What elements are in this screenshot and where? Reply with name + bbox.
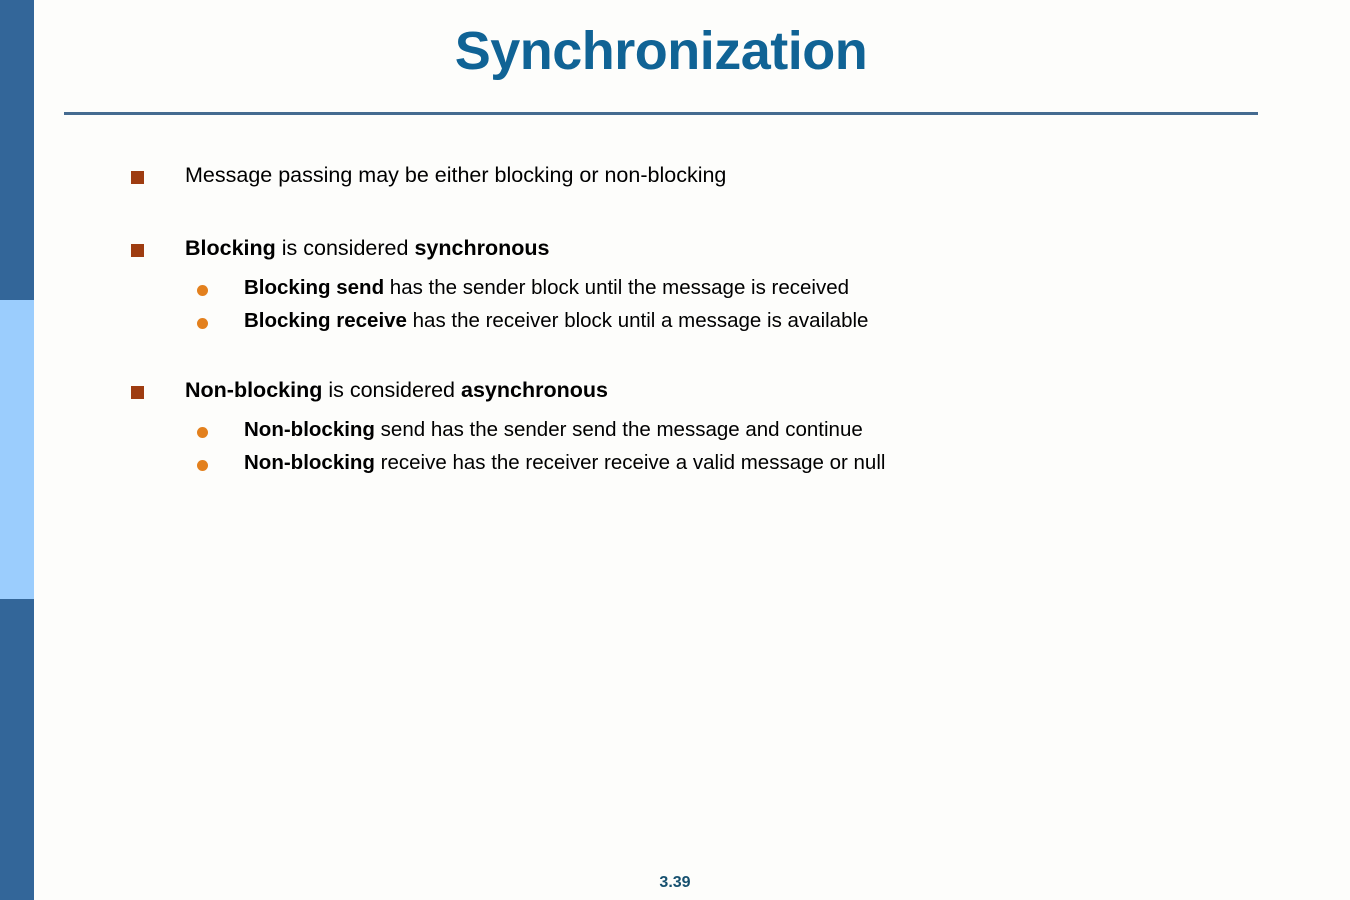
- block-spacer: [0, 194, 1350, 233]
- bullet-text: [185, 163, 726, 187]
- bullet-item-message-passing: [0, 160, 1350, 194]
- sub-bullet-text: [244, 276, 849, 299]
- sub-bullet-text: [244, 418, 863, 441]
- round-bullet-icon: [197, 318, 208, 329]
- page-number: 3.39: [659, 874, 691, 891]
- round-bullet-icon: [197, 285, 208, 296]
- body-text: send has the sender send the message and continue: [374, 418, 863, 441]
- square-bullet-icon: [131, 171, 144, 184]
- body-text: receive has the receiver receive a valid message or null: [374, 451, 886, 474]
- slide-footer: [0, 874, 1350, 892]
- bullet-block-blocking: [0, 233, 1350, 339]
- title-area: [64, 21, 1258, 81]
- emphasis-text: Non-blocking: [244, 451, 375, 474]
- body-text: Message passing may be either blocking or non-blocking: [185, 163, 727, 187]
- bullet-block-message-passing: [0, 160, 1350, 194]
- square-bullet-icon: [131, 244, 144, 257]
- sub-bullet-text: [244, 451, 885, 474]
- sub-bullet-item-non-blocking-send: [0, 415, 1350, 448]
- bullet-block-non-blocking: [0, 375, 1350, 481]
- emphasis-text: Blocking receive: [244, 309, 407, 332]
- bullet-text: [185, 236, 549, 260]
- emphasis-text: Non-blocking: [185, 378, 323, 402]
- body-text: has the receiver block until a message is available: [406, 309, 869, 332]
- sub-bullet-item-blocking-send: [0, 273, 1350, 306]
- emphasis-text: asynchronous: [461, 378, 608, 402]
- sub-bullet-text: [244, 309, 868, 332]
- sub-bullet-item-non-blocking-receive: [0, 448, 1350, 481]
- bullet-item-non-blocking: [0, 375, 1350, 409]
- slide-body: [0, 160, 1350, 481]
- body-text: is considered: [322, 378, 461, 402]
- emphasis-text: Non-blocking: [244, 418, 375, 441]
- body-text: is considered: [275, 236, 415, 260]
- title-divider: [64, 112, 1258, 115]
- page-title: Synchronization: [454, 21, 868, 81]
- emphasis-text: Blocking: [185, 236, 276, 260]
- bullet-item-blocking: [0, 233, 1350, 267]
- bullet-text: [185, 378, 608, 402]
- square-bullet-icon: [131, 386, 144, 399]
- round-bullet-icon: [197, 460, 208, 471]
- sub-bullet-item-blocking-receive: [0, 306, 1350, 339]
- sidebar-band-bottom: [0, 599, 34, 900]
- block-spacer: [0, 339, 1350, 375]
- round-bullet-icon: [197, 427, 208, 438]
- emphasis-text: synchronous: [414, 236, 550, 260]
- emphasis-text: Blocking send: [244, 276, 385, 299]
- body-text: has the sender block until the message is received: [384, 276, 850, 299]
